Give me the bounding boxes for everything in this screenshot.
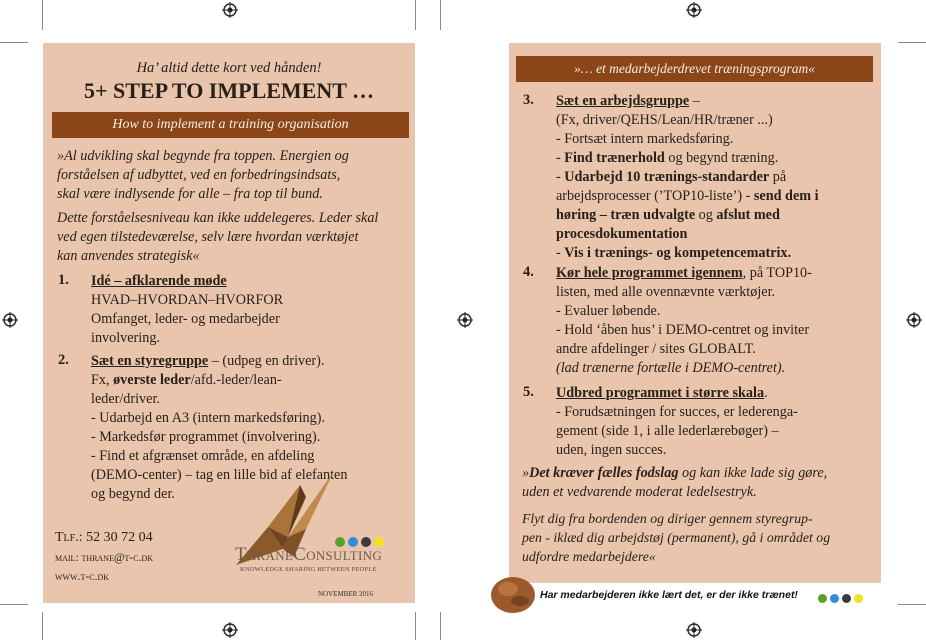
crop-mark [440,612,441,640]
step-number: 3. [523,92,534,108]
step-text-bold: høring – træn udvalgte [556,207,696,223]
step-heading-rest: . [764,385,768,401]
blue-dot-icon [830,594,839,603]
registration-mark-icon [222,2,238,18]
step-heading: Udbred programmet i større skala [556,385,765,401]
quote-line: Flyt dig fra bordenden og diriger gennem styregrup- [522,511,813,526]
step-line: procesdokumentation [556,226,688,242]
step-line: - Find et afgrænset område, en afdeling [91,448,315,464]
step-line: - Hold ‘åben hus’ i DEMO-centret og inviter [556,322,810,338]
step-heading: Idé – afklarende møde [91,273,227,289]
tagline: Ha’ altid dette kort ved hånden! [136,60,322,76]
card-back [509,43,881,583]
step-text: /afd.-leder/lean- [190,372,282,388]
subtitle-band: How to implement a training organisation [52,112,409,138]
step-heading-rest: – (udpeg en driver). [208,353,325,369]
step-line: uden, ingen succes. [556,442,667,458]
step-heading: Sæt en arbejdsgruppe [556,93,690,109]
step-line: (lad trænerne fortælle i DEMO-centret). [556,360,786,376]
step-line: - Forudsætningen for succes, er lederenga- [556,404,798,420]
step-text: og begynd træning. [664,150,779,166]
color-dots [818,590,866,608]
crop-mark [415,0,416,30]
intro-line: Dette forståelsesniveau kan ikke uddelegeres. Leder skal [57,210,379,226]
step-number: 2. [58,352,69,368]
company-logo-tagline: KNOWLEDGE SHARING BETWEEN PEOPLE [240,566,377,573]
step-line: - Markedsfør programmet (involvering). [91,429,321,445]
step-heading-rest: , på TOP10- [742,265,812,281]
step-line: listen, med alle ovennævnte værktøjer. [556,284,776,300]
step-text-bold: Vis i trænings- og kompetencematrix. [564,245,792,261]
print-date: NOVEMBER 2016 [318,590,374,598]
intro-paragraph-1 [57,147,409,204]
step-number: 1. [58,272,69,288]
quote-line: pen - iklæd dig arbejdstøj (permanent), gå i området og [522,530,831,545]
step-text: - [556,245,565,261]
intro-paragraph-2 [57,209,409,266]
step-line: - Evaluer løbende. [556,303,661,319]
step-line: (DEMO-center) – tag en lille bid af elefanten [91,467,348,483]
registration-mark-icon [222,622,238,638]
yellow-dot-icon [854,594,863,603]
crop-mark [898,604,926,605]
step-text-bold: Find trænerhold [564,150,665,166]
step-line: HVAD–HVORDAN–HVORFOR [91,292,284,308]
registration-mark-icon [686,2,702,18]
step-text-bold: øverste leder [113,372,191,388]
step-heading-rest: – [689,93,700,109]
step-line: involvering. [91,330,160,346]
step-line: (Fx, driver/QEHS/Lean/HR/træner ...) [556,112,773,128]
quote-paragraph-2 [522,509,882,566]
step-number: 5. [523,384,534,400]
step-line: Omfanget, leder- og medarbejder [91,311,280,327]
step-number: 4. [523,264,534,280]
intro-line: skal være indlysende for alle – fra top til bund. [57,186,323,202]
step-text: arbejdsprocesser (’TOP10-liste’) - [556,188,754,204]
step-text: - [556,169,565,185]
crop-mark [0,604,28,605]
quote-line: uden et vedvarende moderat ledelsestryk. [522,484,757,500]
step-text: og [695,207,717,223]
step-heading: Kør hele programmet igennem [556,265,743,281]
company-logo-name: ThraneConsulting [235,544,383,565]
quote-line: udfordre medarbejdere« [522,549,656,564]
step-4 [556,264,878,378]
crop-mark [415,612,416,640]
quote-text: » [522,465,530,481]
step-heading: Sæt en styregruppe [91,353,209,369]
intro-line: ved egen tilstedeværelse, selv lære hvordan værktøjet [57,229,359,245]
crop-mark [42,612,43,640]
registration-mark-icon [2,312,18,328]
step-text-bold: afslut med [716,207,780,223]
phone-number: Tlf.: 52 30 72 04 [55,530,153,545]
crop-mark [898,42,926,43]
subtitle-band: »… et medarbejderdrevet træningsprogram« [516,56,873,82]
step-line: - Fortsæt intern markedsføring. [556,131,734,147]
quote-paragraph-1 [522,464,877,502]
intro-line: kan anvendes strategisk« [57,248,200,264]
registration-mark-icon [906,312,922,328]
website: www.t-c.dk [55,571,110,583]
step-text: - [556,150,565,166]
crop-mark [440,0,441,30]
step-line: leder/driver. [91,391,160,407]
step-1 [91,272,411,348]
intro-line: forståelsen af udbyttet, ved en forbedringsindsats, [57,167,341,183]
crop-mark [0,42,28,43]
step-3 [556,92,878,263]
step-text-bold: Udarbejd 10 trænings-standarder [564,169,770,185]
step-line: gement (side 1, i alle lederlærebøger) – [556,423,779,439]
step-text: Fx, [91,372,114,388]
dark-dot-icon [842,594,851,603]
registration-mark-icon [686,622,702,638]
step-line: andre afdelinger / sites GLOBALT. [556,341,756,357]
registration-mark-icon [457,312,473,328]
email-address: mail: thrane@t-c.dk [55,552,154,564]
step-5 [556,384,878,460]
footer-slogan: Har medarbejderen ikke lært det, er der ikke trænet! [540,589,798,601]
step-line: og begynd der. [91,486,175,502]
step-line: - Udarbejd en A3 (intern markedsføring). [91,410,326,426]
step-text-bold: send dem i [753,188,819,204]
quote-text-bold: Det kræver fælles fodslag [529,465,679,481]
green-dot-icon [818,594,827,603]
quote-text: og kan ikke lade sig gøre, [678,465,828,481]
intro-line: »Al udvikling skal begynde fra toppen. Energien og [57,148,349,164]
page-title: 5+ STEP TO IMPLEMENT … [83,78,375,103]
card-front [43,43,415,603]
crop-mark [42,0,43,30]
contact-block [55,529,225,586]
step-text: på [769,169,787,185]
stone-illustration-icon [490,573,536,613]
